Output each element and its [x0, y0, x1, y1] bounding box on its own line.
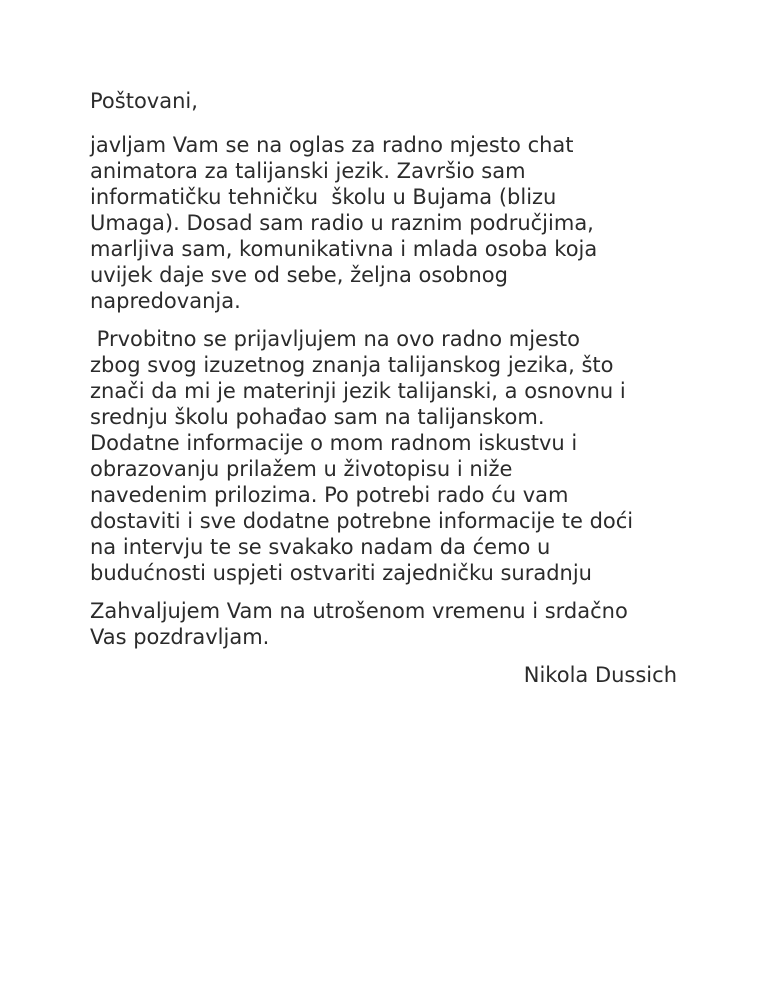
- paragraph-line: dostaviti i sve dodatne potrebne informacije te doći: [90, 509, 634, 533]
- paragraph-line: Umaga). Dosad sam radio u raznim područjima,: [90, 211, 594, 235]
- paragraph-line: na intervju te se svakako nadam da ćemo u: [90, 535, 551, 559]
- signature: Nikola Dussich: [523, 663, 677, 687]
- paragraph-line: srednju školu pohađao sam na talijanskom.: [90, 405, 545, 429]
- paragraph-line: Zahvaljujem Vam na utrošenom vremenu i srdačno: [90, 599, 628, 623]
- paragraph-line: Vas pozdravljam.: [90, 625, 270, 649]
- paragraph-motivation: [90, 326, 690, 586]
- paragraph-line: zbog svog izuzetnog znanja talijanskog jezika, što: [90, 353, 614, 377]
- paragraph-line: budućnosti uspjeti ostvariti zajedničku suradnju: [90, 561, 592, 585]
- paragraph-application: [90, 132, 690, 314]
- paragraph-line: marljiva sam, komunikativna i mlada osoba koja: [90, 237, 598, 261]
- paragraph-closing: [90, 598, 690, 650]
- letter-body: [90, 88, 690, 688]
- paragraph-line: napredovanja.: [90, 289, 241, 313]
- paragraph-line: znači da mi je materinji jezik talijanski, a osnovnu i: [90, 379, 626, 403]
- paragraph-line: Dodatne informacije o mom radnom iskustvu i: [90, 431, 578, 455]
- greeting: Poštovani,: [90, 89, 198, 113]
- paragraph-line: obrazovanju prilažem u životopisu i niže: [90, 457, 513, 481]
- paragraph-line: Prvobitno se prijavljujem na ovo radno mjesto: [90, 327, 580, 351]
- paragraph-line: navedenim prilozima. Po potrebi rado ću vam: [90, 483, 569, 507]
- paragraph-line: informatičku tehničku školu u Bujama (blizu: [90, 185, 557, 209]
- paragraph-line: animatora za talijanski jezik. Završio sam: [90, 159, 526, 183]
- paragraph-line: uvijek daje sve od sebe, željna osobnog: [90, 263, 508, 287]
- paragraph-line: javljam Vam se na oglas za radno mjesto chat: [90, 133, 574, 157]
